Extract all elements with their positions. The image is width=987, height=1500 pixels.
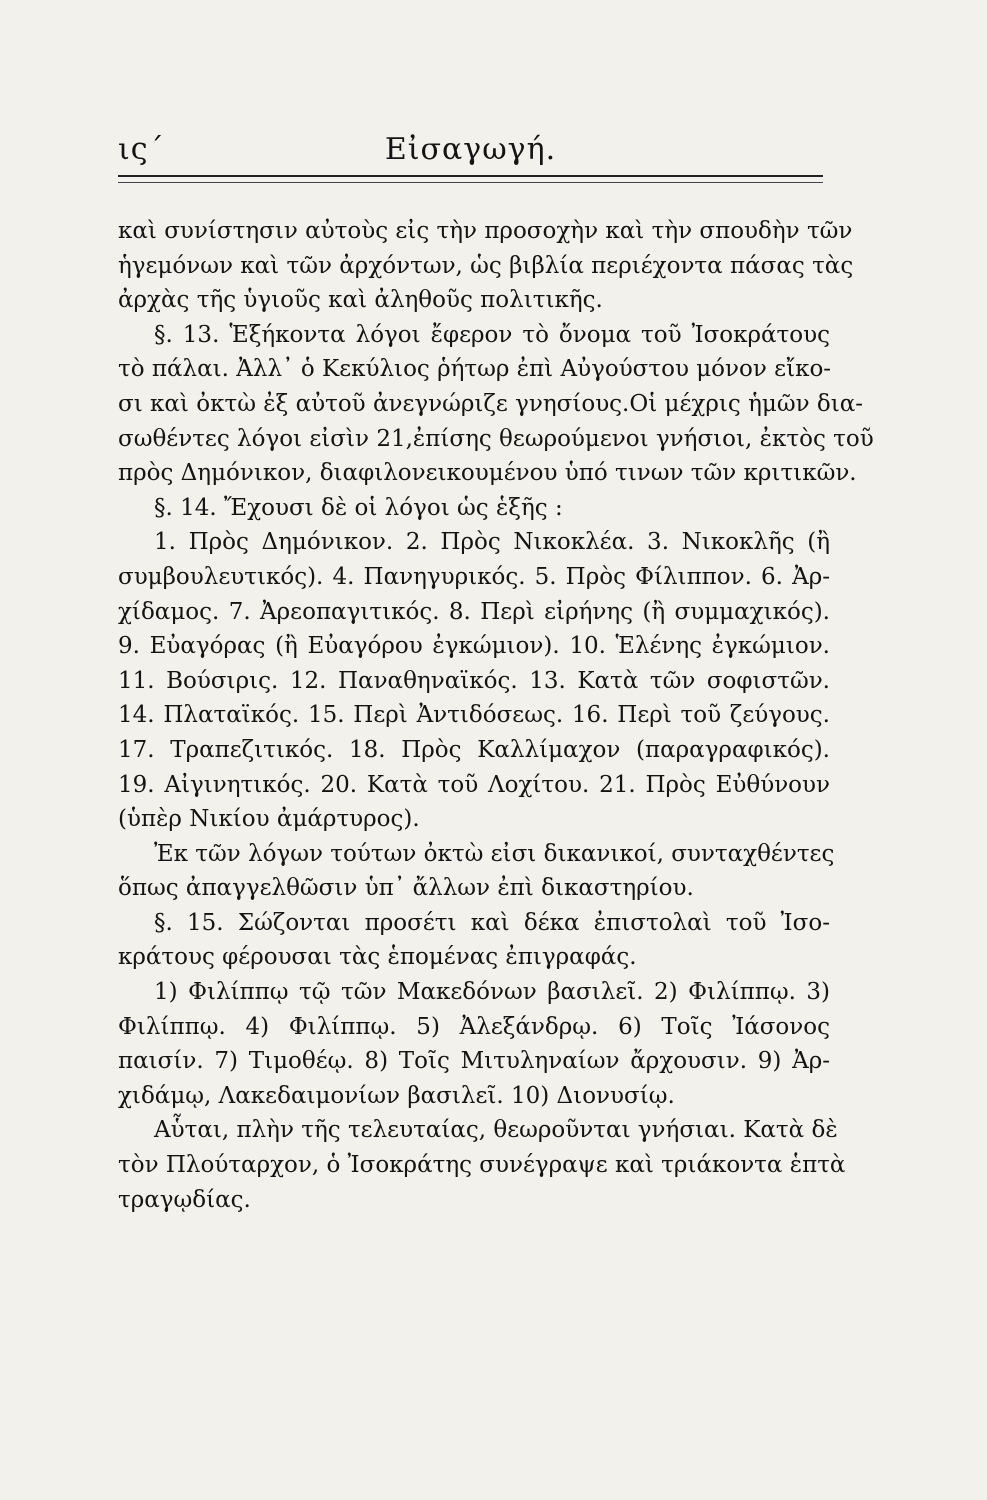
text-line: ἀρχὰς τῆς ὑγιοῦς καὶ ἀληθοῦς πολιτικῆς. [118,287,603,314]
text-line: Φιλίππῳ. 4) Φιλίππῳ. 5) Ἀλεξάνδρῳ. 6) Τοῖς Ἰάσονος [118,1013,830,1040]
text-line: 19. Αἰγινητικός. 20. Κατὰ τοῦ Λοχίτου. 21. Πρὸς Εὐθύνουν [118,771,830,798]
text-line: 14. Πλαταϊκός. 15. Περὶ Ἀντιδόσεως. 16. Περὶ τοῦ ζεύγους. [118,702,830,729]
text-line: §. 14. Ἔχουσι δὲ οἱ λόγοι ὡς ἑξῆς : [154,494,563,521]
text-line: ὅπως ἀπαγγελθῶσιν ὑπ᾽ ἄλλων ἐπὶ δικαστηρίου. [118,875,694,902]
text-line: πρὸς Δημόνικον, διαφιλονεικουμένου ὑπό τινων τῶν κριτικῶν. [118,460,857,487]
text-line: χίδαμος. 7. Ἀρεοπαγιτικός. 8. Περὶ εἰρήνης (ἢ συμμαχικός). [118,598,830,625]
text-line: 1) Φιλίππῳ τῷ τῶν Μακεδόνων βασιλεῖ. 2) Φιλίππῳ. 3) [154,979,830,1006]
text-line: §. 13. Ἑξήκοντα λόγοι ἔφερον τὸ ὄνομα τοῦ Ἰσοκράτους [154,321,830,348]
running-title: Εἰσαγωγή. [384,132,557,167]
text-line: σωθέντες λόγοι εἰσὶν 21,ἐπίσης θεωρούμενοι γνήσιοι, ἐκτὸς τοῦ [118,425,874,452]
text-line: τὸ πάλαι. Ἀλλ᾽ ὁ Κεκύλιος ῥήτωρ ἐπὶ Αὐγούστου μόνον εἴκο- [118,356,832,383]
text-line: (ὑπὲρ Νικίου ἀμάρτυρος). [118,806,420,833]
text-line: Αὗται, πλὴν τῆς τελευταίας, θεωροῦνται γνήσιαι. Κατὰ δὲ [154,1117,838,1144]
text-line: συμβουλευτικός). 4. Πανηγυρικός. 5. Πρὸς Φίλιππον. 6. Ἀρ- [118,563,830,590]
text-line: §. 15. Σώζονται προσέτι καὶ δέκα ἐπιστολαὶ τοῦ Ἰσο- [154,909,830,936]
page-number: ις΄ [118,132,165,167]
text-line: τὸν Πλούταρχον, ὁ Ἰσοκράτης συνέγραψε καὶ τριάκοντα ἑπτὰ [118,1152,846,1179]
text-line: σι καὶ ὀκτὼ ἐξ αὐτοῦ ἀνεγνώριζε γνησίους.Οἱ μέχρις ἡμῶν δια- [118,390,864,417]
text-line: 9. Εὐαγόρας (ἢ Εὐαγόρου ἐγκώμιον). 10. Ἑλένης ἐγκώμιον. [118,633,830,660]
text-line: χιδάμῳ, Λακεδαιμονίων βασιλεῖ. 10) Διονυσίῳ. [118,1082,675,1109]
text-line: παισίν. 7) Τιμοθέῳ. 8) Τοῖς Μιτυληναίων ἄρχουσιν. 9) Ἀρ- [118,1048,830,1075]
text-line: 1. Πρὸς Δημόνικον. 2. Πρὸς Νικοκλέα. 3. Νικοκλῆς (ἢ [154,529,830,556]
text-line: 11. Βούσιρις. 12. Παναθηναϊκός. 13. Κατὰ τῶν σοφιστῶν. [118,667,830,694]
text-line: κράτους φέρουσαι τὰς ἑπομένας ἐπιγραφάς. [118,944,637,971]
header-rule [118,175,823,183]
text-line: ἡγεμόνων καὶ τῶν ἀρχόντων, ὡς βιβλία περιέχοντα πάσας τὰς [118,252,854,279]
text-line: Ἐκ τῶν λόγων τούτων ὀκτὼ εἰσι δικανικοί, συνταχθέντες [154,840,835,867]
page-header [118,126,823,170]
body-text [118,214,874,1217]
text-line: τραγῳδίας. [118,1186,251,1213]
text-line: 17. Τραπεζιτικός. 18. Πρὸς Καλλίμαχον (παραγραφικός). [118,736,830,763]
text-line: καὶ συνίστησιν αὐτοὺς εἰς τὴν προσοχὴν καὶ τὴν σπουδὴν τῶν [118,218,853,244]
